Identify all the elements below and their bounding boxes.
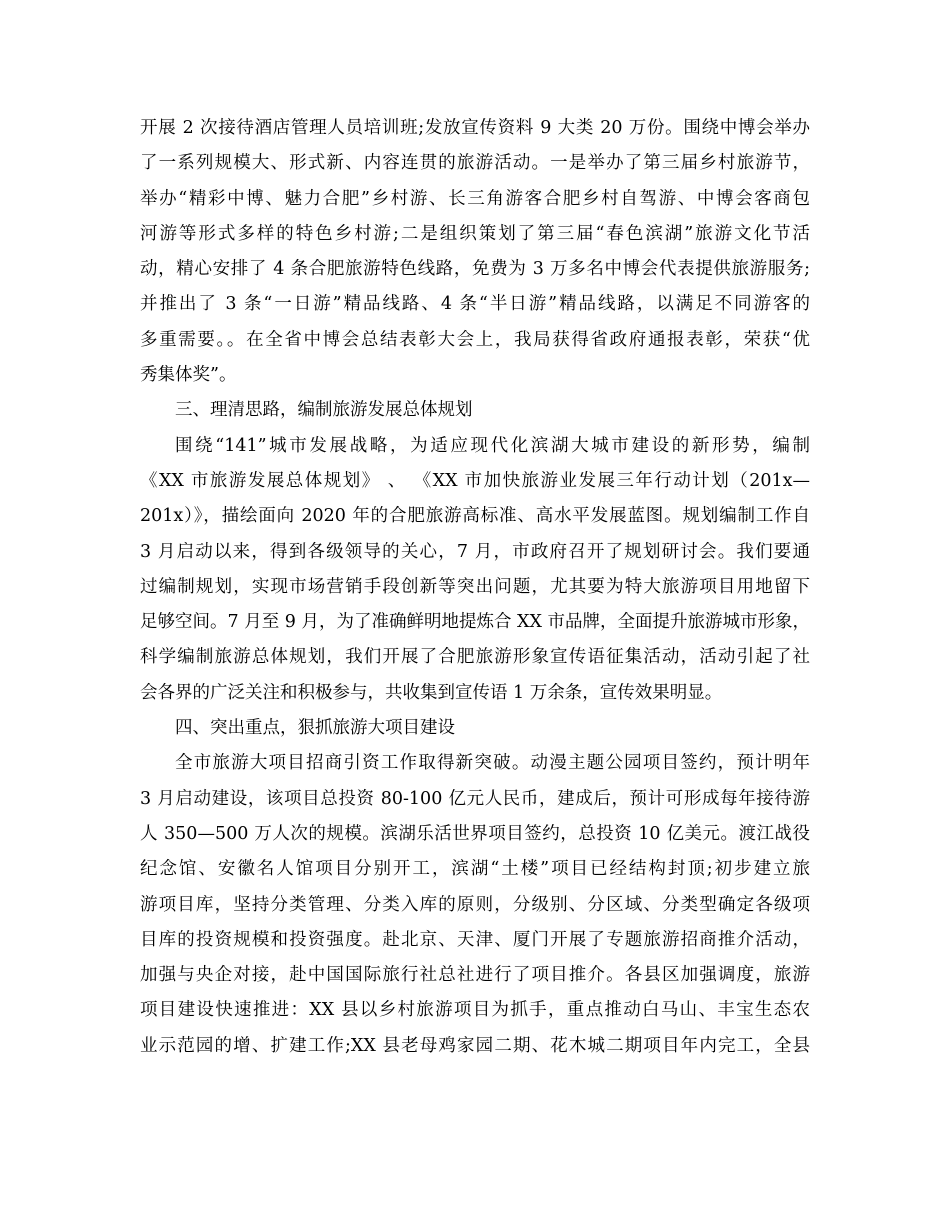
- text-line: 动，精心安排了 4 条合肥旅游特色线路，免费为 3 万多名中博会代表提供旅游服务;: [140, 259, 810, 280]
- text-line: 项目建设快速推进：XX 县以乡村旅游项目为抓手，重点推动白马山、丰宝生态农: [140, 1000, 810, 1021]
- text-line: 会各界的广泛关注和积极参与，共收集到宣传语 1 万余条，宣传效果明显。: [140, 682, 723, 703]
- paragraph-activities: [140, 111, 810, 393]
- section-heading-3: 三、理清思路，编制旅游发展总体规划: [175, 400, 473, 421]
- document-page: [140, 111, 810, 1064]
- text-line: 足够空间。7 月至 9 月，为了准确鲜明地提炼合 XX 市品牌，全面提升旅游城市形象，: [140, 612, 810, 633]
- text-line: 河游等形式多样的特色乡村游;二是组织策划了第三届“春色滨湖”旅游文化节活: [140, 223, 810, 244]
- text-line: 人 350—500 万人次的规模。滨湖乐活世界项目签约，总投资 10 亿美元。渡江战役: [140, 823, 810, 844]
- text-line: 了一系列规模大、形式新、内容连贯的旅游活动。一是举办了第三届乡村旅游节，: [140, 153, 810, 174]
- text-line: 纪念馆、安徽名人馆项目分别开工，滨湖“土楼”项目已经结构封顶;初步建立旅: [140, 859, 810, 880]
- paragraph-planning: [140, 429, 810, 711]
- text-line: 秀集体奖”。: [140, 365, 237, 386]
- text-line: 加强与央企对接，赴中国国际旅行社总社进行了项目推介。各县区加强调度，旅游: [140, 965, 810, 986]
- text-line: 目库的投资规模和投资强度。赴北京、天津、厦门开展了专题旅游招商推介活动，: [140, 929, 810, 950]
- text-line: 科学编制旅游总体规划，我们开展了合肥旅游形象宣传语征集活动，活动引起了社: [140, 647, 810, 668]
- text-line: 举办“精彩中博、魅力合肥”乡村游、长三角游客合肥乡村自驾游、中博会客商包: [140, 188, 810, 209]
- text-line: 《XX 市旅游发展总体规划》 、 《XX 市加快旅游业发展三年行动计划（201x—: [140, 470, 810, 491]
- text-line: 并推出了 3 条“一日游”精品线路、4 条“半日游”精品线路，以满足不同游客的: [140, 294, 810, 315]
- text-line: 201x）》，描绘面向 2020 年的合肥旅游高标准、高水平发展蓝图。规划编制工作自: [140, 506, 810, 527]
- text-line: 过编制规划，实现市场营销手段创新等突出问题，尤其要为特大旅游项目用地留下: [140, 576, 810, 597]
- text-line: 开展 2 次接待酒店管理人员培训班;发放宣传资料 9 大类 20 万份。围绕中博会举办: [140, 118, 810, 138]
- text-line: 业示范园的增、扩建工作;XX 县老母鸡家园二期、花木城二期项目年内完工，全县: [140, 1035, 810, 1056]
- text-line: 围绕“141”城市发展战略，为适应现代化滨湖大城市建设的新形势，编制: [175, 435, 810, 456]
- section-heading-4: 四、突出重点，狠抓旅游大项目建设: [175, 718, 455, 739]
- paragraph-projects: [140, 746, 810, 1064]
- text-line: 全市旅游大项目招商引资工作取得新突破。动漫主题公园项目签约，预计明年: [175, 753, 810, 774]
- text-line: 多重需要。。在全省中博会总结表彰大会上，我局获得省政府通报表彰，荣获“优: [140, 329, 810, 350]
- text-line: 3 月启动建设，该项目总投资 80-100 亿元人民币，建成后，预计可形成每年接待游: [140, 788, 810, 809]
- text-line: 3 月启动以来，得到各级领导的关心，7 月，市政府召开了规划研讨会。我们要通: [140, 541, 810, 562]
- text-line: 游项目库，坚持分类管理、分类入库的原则，分级别、分区域、分类型确定各级项: [140, 894, 810, 915]
